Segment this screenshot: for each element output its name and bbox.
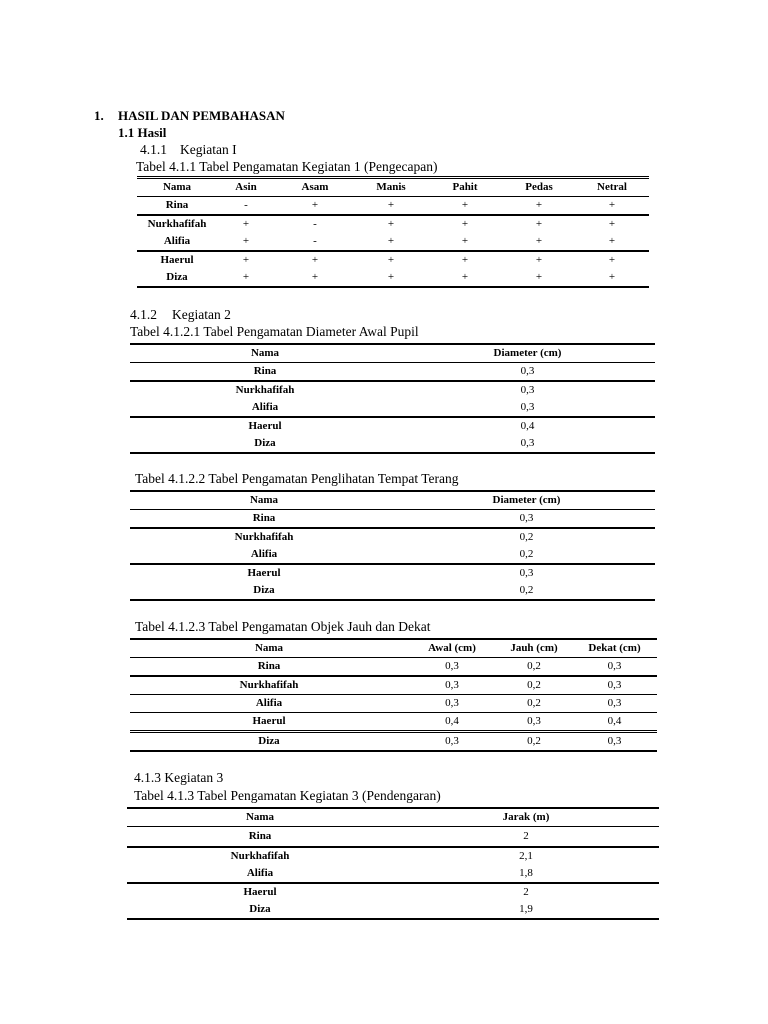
cell: +	[535, 254, 543, 266]
cell: +	[608, 271, 616, 283]
table-row	[130, 713, 657, 732]
cell: 2	[523, 886, 529, 898]
cell: 0,3	[519, 512, 534, 524]
table-4-1-1	[137, 176, 649, 288]
cell-name: Haerul	[160, 254, 194, 266]
cell: +	[387, 271, 395, 283]
table-row	[137, 251, 649, 269]
col-header: Manis	[376, 181, 406, 193]
cell: +	[387, 254, 395, 266]
kegiatan3-heading: 4.1.3 Kegiatan 3	[134, 770, 224, 785]
table-row	[130, 695, 657, 713]
cell: +	[461, 218, 469, 230]
col-header: Jarak (m)	[502, 811, 550, 823]
cell: 0,3	[607, 679, 622, 691]
cell-name: Alifia	[163, 235, 191, 247]
table-row	[130, 582, 655, 600]
table-row	[130, 363, 655, 382]
col-header: Asin	[235, 181, 257, 193]
cell: +	[242, 254, 250, 266]
cell: -	[244, 199, 248, 211]
cell: 0,3	[527, 715, 541, 727]
cell: +	[311, 271, 319, 283]
cell: 1,9	[519, 903, 533, 915]
cell: +	[311, 254, 319, 266]
table-row	[130, 732, 657, 752]
table-row	[127, 883, 659, 901]
cell-name: Alifia	[246, 867, 274, 879]
cell: 0,2	[527, 660, 541, 672]
table-row	[137, 197, 649, 216]
cell: 0,2	[519, 548, 534, 560]
cell-name: Alifia	[250, 548, 278, 560]
cell-name: Haerul	[247, 567, 281, 579]
kegiatan1-heading: Kegiatan I	[180, 142, 237, 157]
cell-name: Nurkhafifah	[234, 531, 294, 543]
col-header: Awal (cm)	[428, 642, 476, 654]
cell: +	[387, 235, 395, 247]
subsection-title: 1.1 Hasil	[118, 125, 167, 140]
cell: 0,3	[445, 679, 459, 691]
cell: +	[535, 199, 543, 211]
table-row	[130, 381, 655, 399]
table-4-1-1-caption: Tabel 4.1.1 Tabel Pengamatan Kegiatan 1 (Pengecapan)	[136, 159, 438, 174]
cell-name: Diza	[166, 271, 188, 283]
cell-name: Haerul	[252, 715, 286, 727]
col-header: Diameter (cm)	[492, 494, 561, 506]
cell: +	[461, 199, 469, 211]
cell: 0,3	[520, 384, 535, 396]
cell: +	[608, 254, 616, 266]
cell: 0,3	[445, 660, 459, 672]
section-number: 1.	[94, 108, 104, 123]
cell: +	[535, 271, 543, 283]
table-row	[127, 865, 659, 883]
kegiatan2-heading: Kegiatan 2	[172, 307, 231, 322]
table-row	[130, 528, 655, 546]
table-4-1-2-1	[130, 343, 655, 454]
cell: 0,3	[445, 697, 459, 709]
cell: +	[608, 235, 616, 247]
cell: 0,2	[527, 697, 541, 709]
cell-name: Rina	[257, 660, 281, 672]
table-row	[130, 399, 655, 417]
cell-name: Diza	[249, 903, 271, 915]
table-header-row	[130, 491, 655, 510]
cell: 0,2	[519, 531, 534, 543]
col-header: Nama	[254, 642, 284, 654]
cell-name: Rina	[165, 199, 189, 211]
table-row	[137, 269, 649, 287]
cell-name: Haerul	[248, 420, 282, 432]
cell: 0,3	[607, 697, 622, 709]
cell-name: Rina	[248, 830, 272, 842]
cell-name: Nurkhafifah	[239, 679, 299, 691]
cell-name: Alifia	[255, 697, 283, 709]
cell: 0,3	[607, 735, 622, 747]
cell: 2	[523, 830, 529, 842]
table-row	[130, 676, 657, 695]
col-header: Netral	[597, 181, 627, 193]
kegiatan1-number: 4.1.1	[140, 142, 167, 157]
cell-name: Nurkhafifah	[230, 850, 290, 862]
cell: +	[535, 218, 543, 230]
section-title: HASIL DAN PEMBAHASAN	[118, 108, 285, 123]
cell: 0,2	[527, 735, 541, 747]
cell-name: Haerul	[243, 886, 277, 898]
cell: +	[461, 235, 469, 247]
col-header: Diameter (cm)	[493, 347, 562, 359]
table-4-1-3	[127, 807, 659, 920]
kegiatan2-number: 4.1.2	[130, 307, 157, 322]
cell-name: Diza	[253, 584, 275, 596]
cell: 0,3	[519, 567, 534, 579]
cell-name: Rina	[253, 365, 277, 377]
table-row	[137, 215, 649, 233]
table-row	[137, 233, 649, 251]
cell: 0,4	[445, 715, 459, 727]
table-header-row	[137, 178, 649, 197]
cell: +	[387, 218, 395, 230]
cell: 0,3	[520, 365, 535, 377]
col-header: Asam	[301, 181, 329, 193]
col-header: Nama	[249, 494, 279, 506]
table-4-1-2-3-caption: Tabel 4.1.2.3 Tabel Pengamatan Objek Jauh dan Dekat	[135, 619, 431, 634]
cell: 0,4	[520, 420, 535, 432]
cell: 0,3	[520, 437, 535, 449]
table-4-1-2-2-caption: Tabel 4.1.2.2 Tabel Pengamatan Penglihatan Tempat Terang	[135, 471, 459, 486]
cell: +	[242, 235, 250, 247]
table-row	[130, 564, 655, 582]
table-row	[130, 510, 655, 529]
cell-name: Rina	[252, 512, 276, 524]
cell: +	[242, 218, 250, 230]
table-4-1-3-caption: Tabel 4.1.3 Tabel Pengamatan Kegiatan 3 (Pendengaran)	[134, 788, 441, 803]
col-header: Pahit	[452, 181, 478, 193]
col-header: Pedas	[525, 181, 553, 193]
table-row	[130, 658, 657, 677]
col-header: Dekat (cm)	[588, 642, 641, 654]
table-4-1-2-3	[130, 638, 657, 752]
cell: -	[313, 218, 317, 230]
table-4-1-2-1-caption: Tabel 4.1.2.1 Tabel Pengamatan Diameter Awal Pupil	[130, 324, 419, 339]
cell: 2,1	[519, 850, 533, 862]
table-4-1-2-2	[130, 490, 655, 601]
cell: +	[608, 218, 616, 230]
table-row	[127, 827, 659, 848]
table-header-row	[130, 344, 655, 363]
cell: -	[313, 235, 317, 247]
cell-name: Alifia	[251, 401, 279, 413]
cell: 0,4	[607, 715, 622, 727]
cell: +	[242, 271, 250, 283]
cell: +	[461, 271, 469, 283]
table-row	[130, 435, 655, 453]
cell: 1,8	[519, 867, 533, 879]
cell: 0,3	[607, 660, 622, 672]
table-header-row	[127, 808, 659, 827]
cell: 0,3	[445, 735, 459, 747]
table-row	[130, 417, 655, 435]
cell-name: Nurkhafifah	[147, 218, 207, 230]
cell: +	[461, 254, 469, 266]
cell: +	[535, 235, 543, 247]
cell: 0,3	[520, 401, 535, 413]
col-header: Nama	[245, 811, 275, 823]
cell: 0,2	[527, 679, 541, 691]
cell: +	[608, 199, 616, 211]
table-header-row	[130, 639, 657, 658]
col-header: Nama	[162, 181, 192, 193]
table-row	[127, 847, 659, 865]
cell: +	[387, 199, 395, 211]
cell-name: Diza	[258, 735, 280, 747]
col-header: Nama	[250, 347, 280, 359]
col-header: Jauh (cm)	[510, 642, 558, 654]
cell: +	[311, 199, 319, 211]
table-row	[130, 546, 655, 564]
cell-name: Nurkhafifah	[235, 384, 295, 396]
cell: 0,2	[519, 584, 534, 596]
cell-name: Diza	[254, 437, 276, 449]
table-row	[127, 901, 659, 919]
